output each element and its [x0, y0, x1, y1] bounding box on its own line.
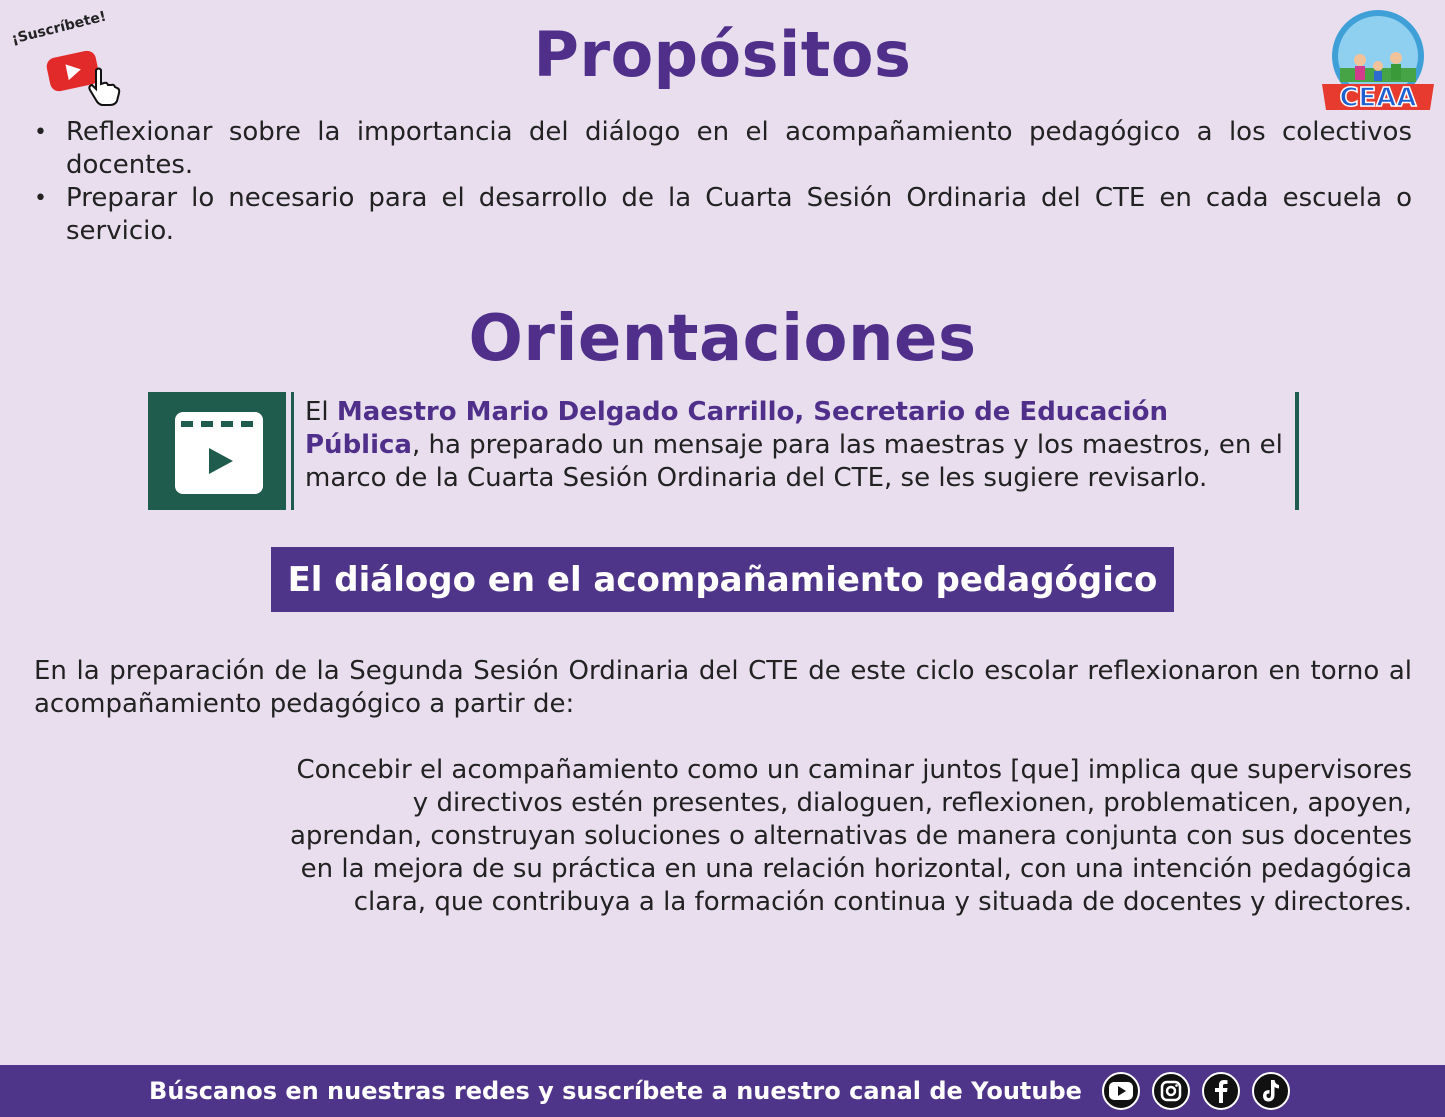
- video-clapper-icon: [148, 392, 286, 510]
- facebook-icon[interactable]: [1202, 1072, 1240, 1110]
- orientation-highlight: Maestro Mario Delgado Carrillo, Secretario de Educación Pública: [305, 397, 1168, 460]
- instagram-icon[interactable]: [1152, 1072, 1190, 1110]
- youtube-icon[interactable]: [1102, 1072, 1140, 1110]
- purpose-item: • Reflexionar sobre la importancia del diálogo en el acompañamiento pedagógico a los colectivos docentes.: [30, 116, 1412, 182]
- video-divider-right: [1295, 392, 1299, 510]
- purpose-item: • Preparar lo necesario para el desarrollo de la Cuarta Sesión Ordinaria del CTE en cada escuela o servicio.: [30, 182, 1412, 248]
- tiktok-icon[interactable]: [1252, 1072, 1290, 1110]
- orientation-text: El Maestro Mario Delgado Carrillo, Secretario de Educación Pública, ha preparado un mensaje para las maestras y los maestros, en el marco de la Cuarta Sesión Ordinaria del CTE, se les sugiere revisarlo.: [305, 397, 1283, 493]
- footer-bar: [0, 1065, 1445, 1117]
- footer-text: Búscanos en nuestras redes y suscríbete a nuestro canal de Youtube: [149, 1077, 1082, 1105]
- svg-text:CEAA: CEAA: [1339, 83, 1417, 113]
- quote-block: Concebir el acompañamiento como un caminar juntos [que] implica que supervisores y directivos estén presentes, dialoguen, reflexionen, problematicen, apoyen, aprendan, construyan soluciones o alternativas de manera conjunta con sus docentes en la mejora de su práctica en una relación horizontal, con una intención pedagógica clara, que contribuya a la formación continua y situada de docentes y directores.: [289, 755, 1412, 917]
- video-link[interactable]: [148, 392, 286, 510]
- intro-paragraph: En la preparación de la Segunda Sesión Ordinaria del CTE de este ciclo escolar reflexionaron en torno al acompañamiento pedagógico a partir de:: [34, 656, 1412, 719]
- orientations-title: Orientaciones: [468, 302, 977, 376]
- video-divider-left: [291, 392, 294, 510]
- subscribe-label: ¡Suscríbete!: [10, 8, 108, 48]
- purposes-list: [30, 116, 1412, 248]
- purposes-title: Propósitos: [533, 18, 912, 91]
- section-heading-banner: El diálogo en el acompañamiento pedagógico: [271, 547, 1174, 612]
